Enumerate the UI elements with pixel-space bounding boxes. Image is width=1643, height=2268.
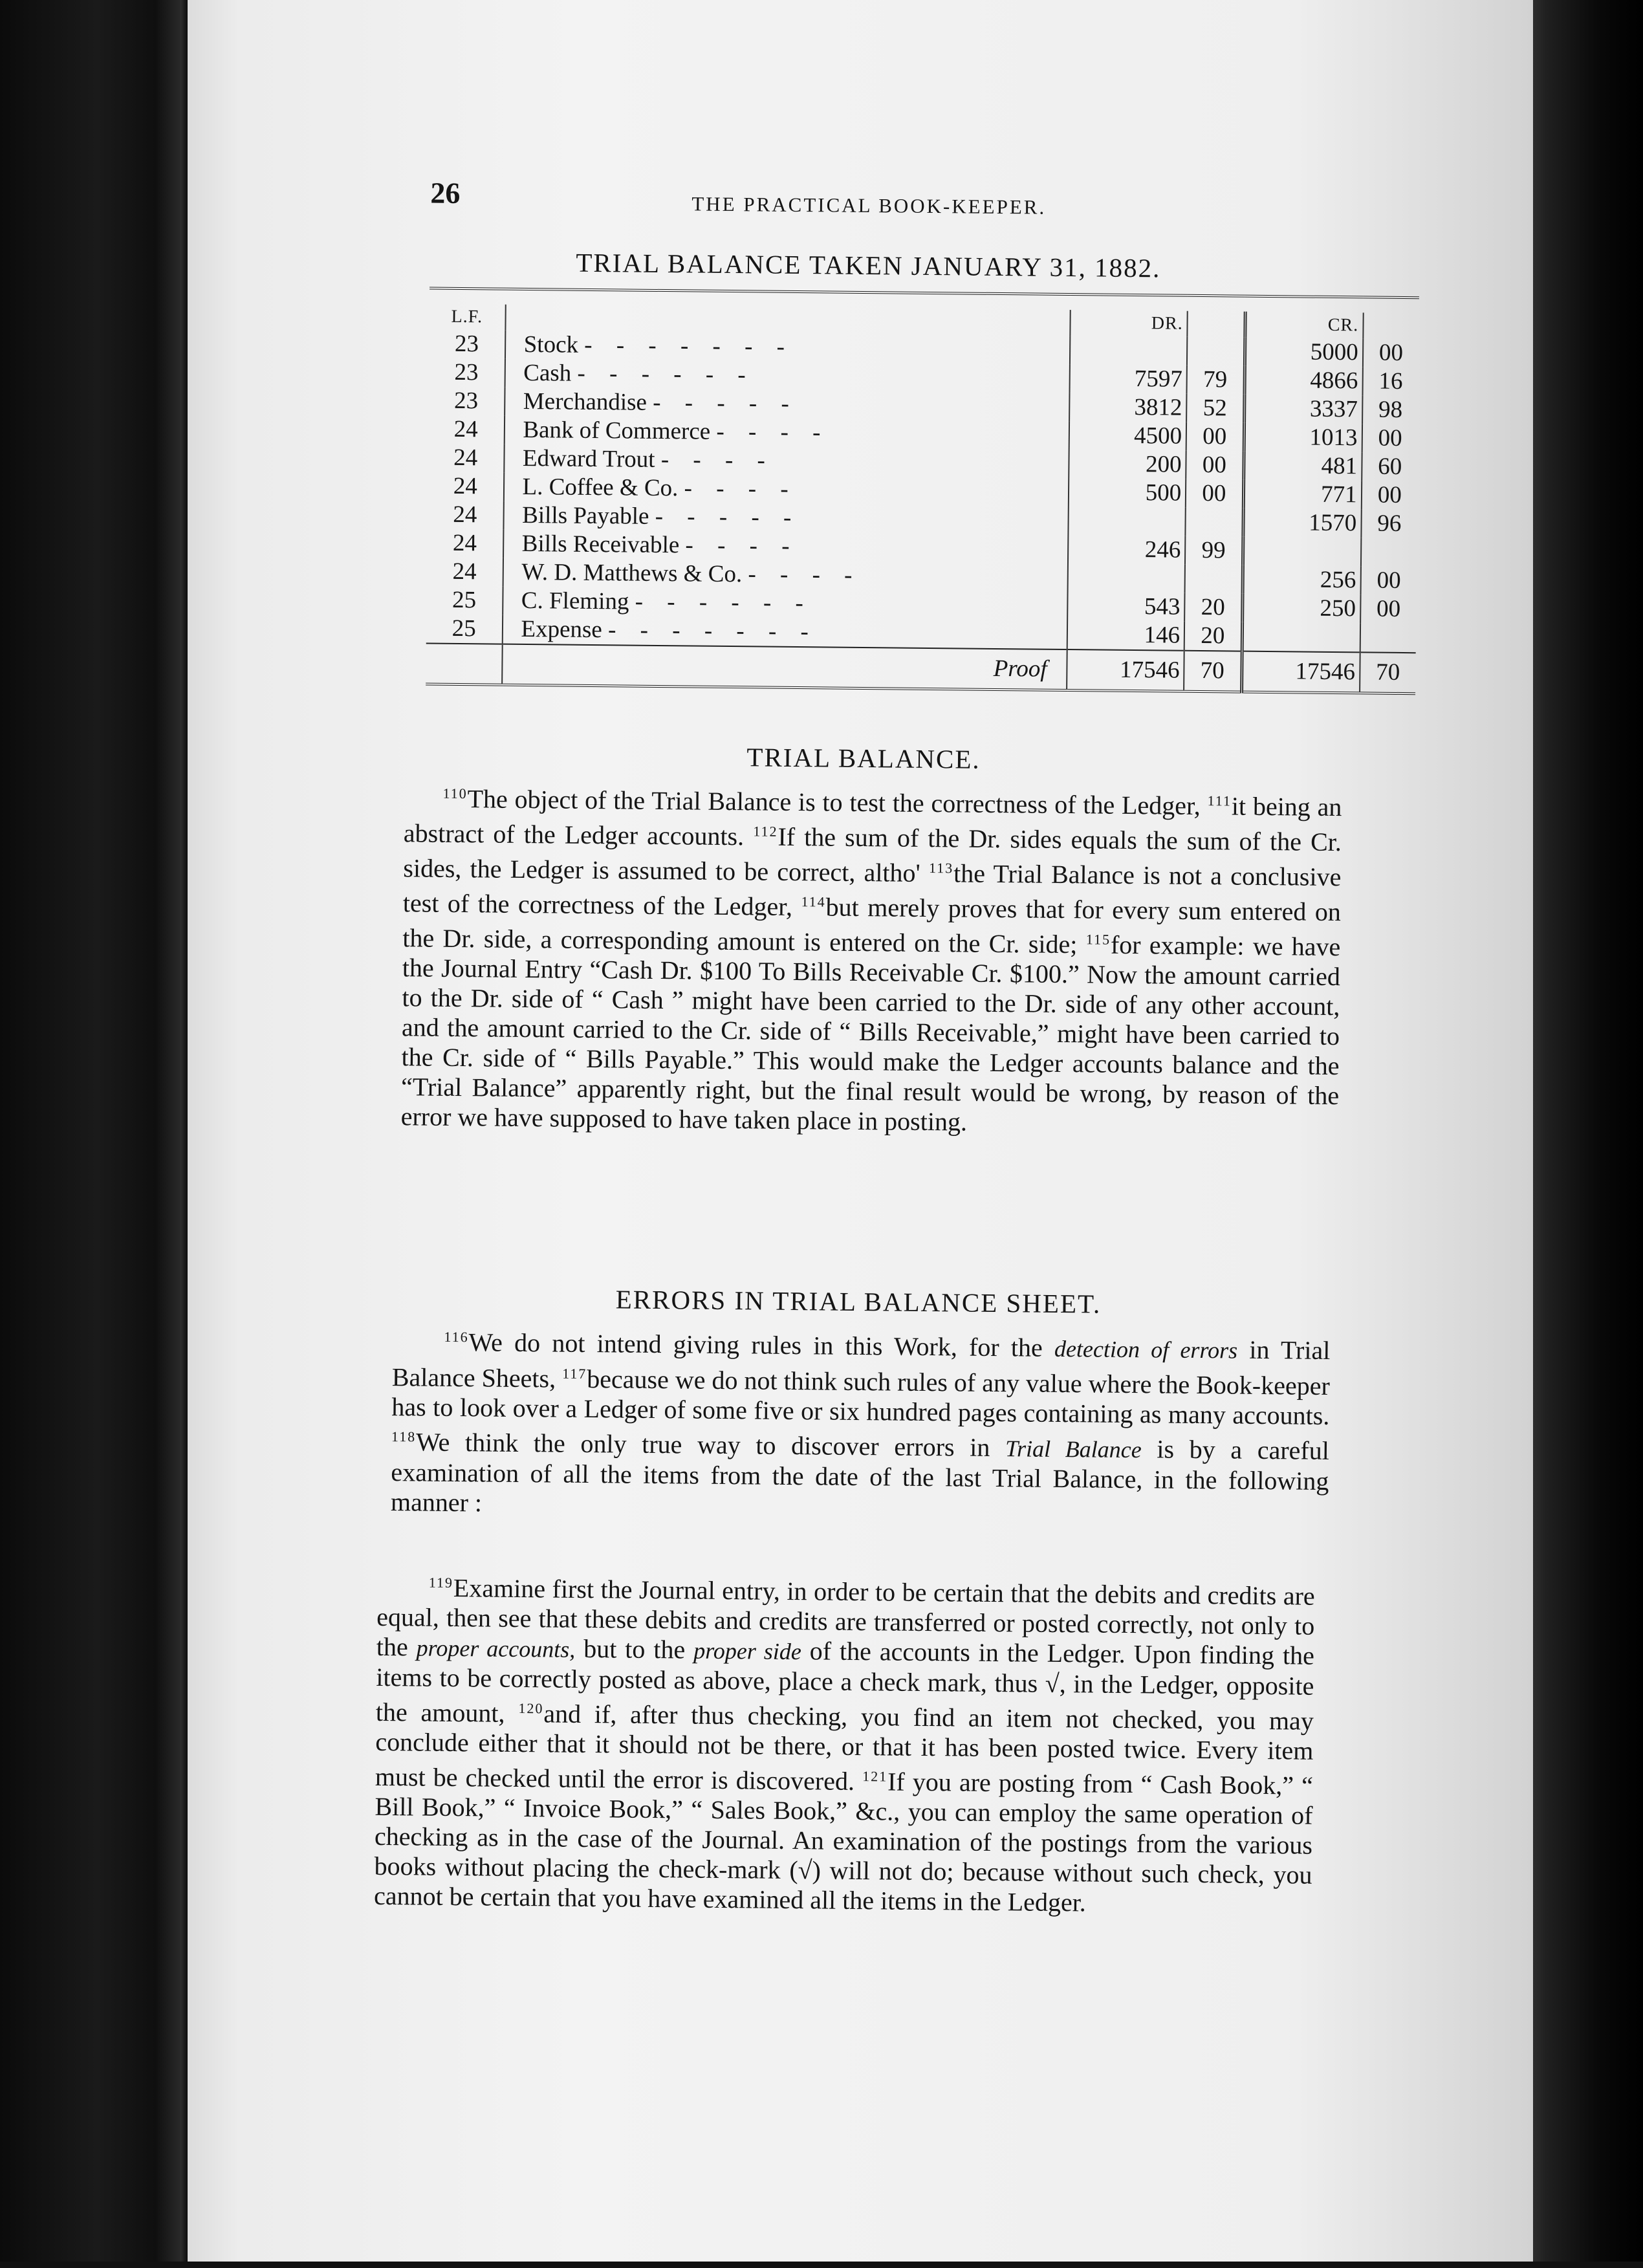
dot-leaders: - - - - - - xyxy=(577,360,755,389)
proof-row xyxy=(426,644,1416,694)
dr-dollars xyxy=(1070,336,1187,365)
sentence-number: 121 xyxy=(862,1768,888,1785)
sentence-number: 111 xyxy=(1207,792,1232,809)
sentence-text: We do not intend giving rules in this Work, for the xyxy=(468,1327,1043,1362)
cr-cents: 16 xyxy=(1378,367,1403,395)
header-lf: L.F. xyxy=(429,304,505,331)
header-cr: CR. xyxy=(1245,312,1363,339)
sentence-number: 110 xyxy=(442,785,468,802)
dot-leaders: - - - - xyxy=(685,532,799,560)
dot-leaders: - - - - - - xyxy=(635,588,813,617)
cr-cents: 00 xyxy=(1376,567,1401,594)
cr-dollars: 3337 xyxy=(1244,395,1362,424)
cr-cents: 00 xyxy=(1378,424,1402,452)
ledger-folio: 23 xyxy=(429,358,505,387)
dr-dollars: 246 xyxy=(1068,535,1185,565)
section-heading-errors: ERRORS IN TRIAL BALANCE SHEET. xyxy=(615,1284,1102,1319)
cr-dollars: 481 xyxy=(1243,452,1362,481)
sentence-text: We think the only true way to discover errors in xyxy=(415,1427,990,1462)
dot-leaders: - - - - - - - xyxy=(607,616,818,646)
ledger-folio: 23 xyxy=(429,330,505,359)
cr-dollars: 1013 xyxy=(1244,423,1362,453)
dr-dollars xyxy=(1069,507,1186,536)
account-label: Bills Payable xyxy=(521,501,649,530)
sentence-number: 116 xyxy=(444,1328,469,1346)
cr-dollars: 771 xyxy=(1243,480,1362,510)
dr-cents xyxy=(1185,565,1243,594)
dr-dollars: 4500 xyxy=(1069,421,1186,451)
account-label: Bank of Commerce xyxy=(523,416,711,445)
proof-dr-dollars: 17546 xyxy=(1067,649,1184,692)
dr-dollars: 146 xyxy=(1067,620,1184,651)
sentence-text: and if, after thus checking, you find an item not checked, you may conclude either that it should not be there, or that it has been posted twice. Every item must be checked until the error is discovered. xyxy=(375,1699,1314,1796)
ledger-folio: 24 xyxy=(428,444,504,473)
proof-label: Proof xyxy=(502,644,1067,690)
dot-leaders: - - - - - - - xyxy=(584,331,794,360)
cr-dollars: 5000 xyxy=(1245,338,1363,367)
cr-cents: 60 xyxy=(1378,453,1402,480)
cr-cents xyxy=(1360,623,1416,653)
dot-leaders: - - - - - xyxy=(653,389,799,418)
proof-cr-cents: 70 xyxy=(1360,652,1416,693)
sentence-number: 118 xyxy=(391,1428,417,1445)
scan-left-margin xyxy=(0,0,188,2262)
dr-dollars: 543 xyxy=(1067,592,1184,622)
dot-leaders: - - - - xyxy=(660,446,775,474)
sentence-text: because we do not think such rules of any value where the Book-keeper has to look over a Ledger of some five or six hundred pages containing as many accounts. xyxy=(391,1364,1331,1430)
sentence-text: in Trial Balance Sheets, xyxy=(391,1335,1331,1393)
section-heading-trial-balance: TRIAL BALANCE. xyxy=(746,742,981,774)
sentence-number: 112 xyxy=(753,823,778,840)
header-dr: DR. xyxy=(1071,310,1188,337)
cr-dollars: 256 xyxy=(1243,565,1361,595)
sentence-text: the Trial Balance is not a conclusive test of the correctness of the Ledger, xyxy=(402,858,1342,921)
ledger-folio: 25 xyxy=(426,615,503,644)
sentence-number: 120 xyxy=(518,1699,544,1717)
ledger-folio: 24 xyxy=(427,529,503,558)
check-mark: √, xyxy=(1045,1668,1066,1699)
sentence-text: If the sum of the Dr. sides equals the sum of the Cr. sides, the Ledger is assumed to be correct, altho' xyxy=(403,822,1342,888)
dot-leaders: - - - - xyxy=(716,418,830,446)
sentence-text: but to the xyxy=(583,1633,686,1664)
account-label: Stock xyxy=(523,331,579,358)
dr-dollars: 500 xyxy=(1069,478,1186,508)
proof-dr-cents: 70 xyxy=(1184,651,1242,692)
sentence-text: The object of the Trial Balance is to test the correctness of the Ledger, xyxy=(467,784,1201,821)
cr-dollars: 4866 xyxy=(1245,366,1363,396)
sentence-text: If you are posting from “ Cash Book,” “ Bill Book,” “ Invoice Book,” “ Sales Book,” &c., you can employ the same operation of checking as in the case of the Journal. An examination of the postings from the various books without placing the check-mark (√) will not do; because without such check, you cannot be certain that you have examined all the items in the Ledger. xyxy=(373,1767,1314,1917)
dr-cents: 00 xyxy=(1186,479,1243,508)
dot-leaders: - - - - xyxy=(748,561,862,589)
cr-cents: 00 xyxy=(1376,595,1401,622)
cr-dollars: 1570 xyxy=(1243,508,1361,538)
page-number: 26 xyxy=(430,176,461,210)
ledger-folio: 24 xyxy=(427,501,503,530)
cr-cents xyxy=(1361,538,1417,567)
account-label: W. D. Matthews & Co. xyxy=(521,558,743,588)
ledger-folio: 23 xyxy=(428,387,505,416)
paragraph-trial-balance xyxy=(188,776,1536,1142)
italic-phrase: proper accounts, xyxy=(416,1635,576,1663)
ledger-folio: 24 xyxy=(428,415,505,444)
sentence-text: is by a careful examination of all the items from the date of the last Trial Balance, in the following manner : xyxy=(390,1434,1330,1518)
account-label: Expense xyxy=(521,615,603,644)
sentence-number: 115 xyxy=(1085,931,1111,948)
dr-cents: 00 xyxy=(1186,422,1244,452)
ledger-folio: 25 xyxy=(426,586,503,615)
ledger-folio: 24 xyxy=(427,558,503,587)
cr-dollars: 250 xyxy=(1242,594,1360,624)
dr-cents: 79 xyxy=(1187,365,1245,395)
cr-cents: 00 xyxy=(1378,339,1404,366)
dr-dollars: 3812 xyxy=(1069,393,1186,422)
sentence-text: Examine first the Journal entry, in order to be certain that the debits and credits are equal, then see that these debits and credits are transferred or posted correctly, not only to the xyxy=(376,1573,1315,1662)
cr-cents: 96 xyxy=(1377,510,1402,537)
dr-dollars: 200 xyxy=(1069,450,1186,479)
proof-cr-dollars: 17546 xyxy=(1241,651,1360,693)
running-head: THE PRACTICAL BOOK-KEEPER. xyxy=(691,192,1047,219)
dr-cents xyxy=(1186,508,1243,537)
sentence-number: 114 xyxy=(801,893,826,910)
sentence-text: in the Ledger, opposite the amount, xyxy=(375,1669,1314,1728)
sentence-text: for example: we have the Journal Entry “Cash Dr. $100 To Bills Receivable Cr. $100.” Now the amount carried to the Dr. side of “ Cash ” might have been carried to the Dr. side of any other account, and the amount carried to the Cr. side of “ Bills Receivable,” might have been carried to the Cr. side of “ Bills Payable.” This would make the Ledger accounts balance and the “Trial Balance” apparently right, but the final result would be wrong, by reason of the error we have supposed to have taken place in posting. xyxy=(400,930,1341,1137)
sentence-number: 119 xyxy=(428,1574,454,1591)
sentence-number: 113 xyxy=(928,860,954,877)
sentence-text: of the accounts in the Ledger. Upon finding the items to be correctly posted as above, place a check mark, thus xyxy=(376,1636,1315,1698)
table-title: TRIAL BALANCE TAKEN JANUARY 31, 1882. xyxy=(576,247,1161,283)
italic-phrase: detection of errors xyxy=(1054,1335,1238,1364)
dr-cents xyxy=(1187,337,1245,366)
italic-phrase: proper side xyxy=(693,1637,801,1665)
table-body xyxy=(426,330,1419,653)
dr-dollars: 7597 xyxy=(1070,364,1187,394)
dot-leaders: - - - - - xyxy=(655,503,801,532)
italic-phrase: Trial Balance xyxy=(1005,1435,1142,1463)
dr-cents: 99 xyxy=(1185,536,1243,565)
paragraph-errors-intro xyxy=(184,1320,1531,1528)
dr-cents: 20 xyxy=(1184,622,1242,651)
account-label: Merchandise xyxy=(523,387,647,416)
ledger-folio: 24 xyxy=(428,472,504,501)
book-page xyxy=(188,0,1533,2262)
sentence-text: but merely proves that for every sum entered on the Dr. side, a corresponding amount is entered on the Cr. side; xyxy=(402,892,1342,959)
trial-balance-table xyxy=(426,287,1419,695)
account-label: C. Fleming xyxy=(521,587,629,615)
paragraph-checking-method xyxy=(180,1565,1529,1922)
cr-dollars xyxy=(1243,537,1361,567)
sentence-number: 117 xyxy=(562,1365,587,1382)
cr-cents: 00 xyxy=(1377,481,1402,508)
cr-dollars xyxy=(1242,622,1360,653)
dr-cents: 00 xyxy=(1186,451,1243,480)
dr-cents: 52 xyxy=(1186,394,1244,423)
cr-cents: 98 xyxy=(1378,396,1403,423)
account-label: Bills Receivable xyxy=(521,530,680,559)
dr-cents: 20 xyxy=(1184,593,1242,622)
account-label: L. Coffee & Co. xyxy=(522,473,679,502)
sentence-text: it being an abstract of the Ledger accounts. xyxy=(403,791,1342,851)
account-label: Cash xyxy=(523,359,572,387)
dr-dollars xyxy=(1068,563,1185,593)
page-content xyxy=(177,0,1543,2268)
account-label: Edward Trout xyxy=(522,444,655,473)
dot-leaders: - - - - xyxy=(684,475,798,503)
